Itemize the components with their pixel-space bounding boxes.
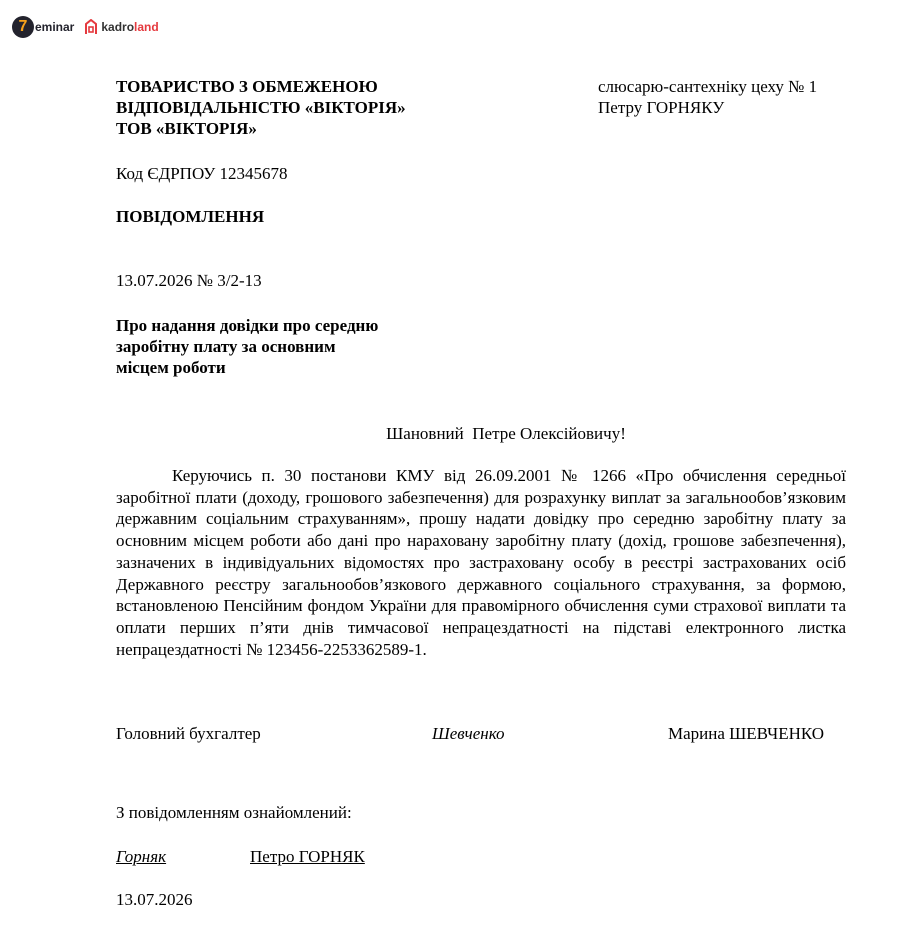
company-name: [116, 76, 516, 139]
signatory-name: Марина ШЕВЧЕНКО: [668, 724, 825, 743]
acknowledgement-date: 13.07.2026: [116, 890, 193, 909]
company-name-line: ТОВАРИСТВО З ОБМЕЖЕНОЮ: [116, 77, 378, 96]
recipient-block: [598, 76, 878, 118]
subject-line: Про надання довідки про середню: [116, 316, 379, 335]
document-title: ПОВІДОМЛЕННЯ: [116, 207, 265, 226]
subject-line: місцем роботи: [116, 358, 226, 377]
salutation: Шановний Петре Олексійовичу!: [386, 424, 626, 443]
header-logos: [12, 14, 159, 40]
document-body: [116, 465, 846, 660]
seminar-logo-text: eminar: [35, 19, 75, 34]
signatory-role: Головний бухгалтер: [116, 724, 261, 743]
employee-name: Петро ГОРНЯК: [250, 847, 365, 866]
body-paragraph: Керуючись п. 30 постанови КМУ від 26.09.2001 № 1266 «Про обчислення середньої заробітної плати (доходу, грошового забезпечення) для розрахунку виплат за загальнообов’язковим державним соціальним страхуванням», прошу надати довідку про середню заробітну плату за основним місцем роботи або дані про нараховану заробітну плату (дохід, грошове забезпечення), зазначених в індивідуальних відомостях про застраховану особу в реєстрі застрахованих осіб Державного реєстру загальнообов’язкового державного соціального страхування, за формою, встановленою Пенсійним фондом України для правомірного обчислення суми страхової виплати та оплати перших п’яти днів тимчасової непрацездатності на підставі електронного листка непрацездатності № 123456-2253362589-1.: [116, 466, 846, 659]
signatory-signature: Шевченко: [432, 724, 505, 743]
document-subject: [116, 315, 436, 378]
acknowledgement-label: З повідомленням ознайомлений:: [116, 803, 352, 822]
subject-line: заробітну плату за основним: [116, 337, 336, 356]
document-date-number: 13.07.2026 № 3/2-13: [116, 271, 262, 290]
recipient-position: слюсарю-сантехніку цеху № 1: [598, 77, 818, 96]
employee-signature: Горняк: [116, 847, 167, 866]
kadroland-logo-icon: [84, 19, 98, 35]
kadroland-logo-text: kadroland: [101, 19, 159, 34]
recipient-name: Петру ГОРНЯКУ: [598, 98, 725, 117]
company-name-line: ВІДПОВІДАЛЬНІСТЮ «ВІКТОРІЯ»: [116, 98, 406, 117]
edrpou-code: Код ЄДРПОУ 12345678: [116, 164, 288, 183]
seminar-logo-icon: 7: [12, 16, 34, 38]
company-short-name: ТОВ «ВІКТОРІЯ»: [116, 119, 257, 138]
